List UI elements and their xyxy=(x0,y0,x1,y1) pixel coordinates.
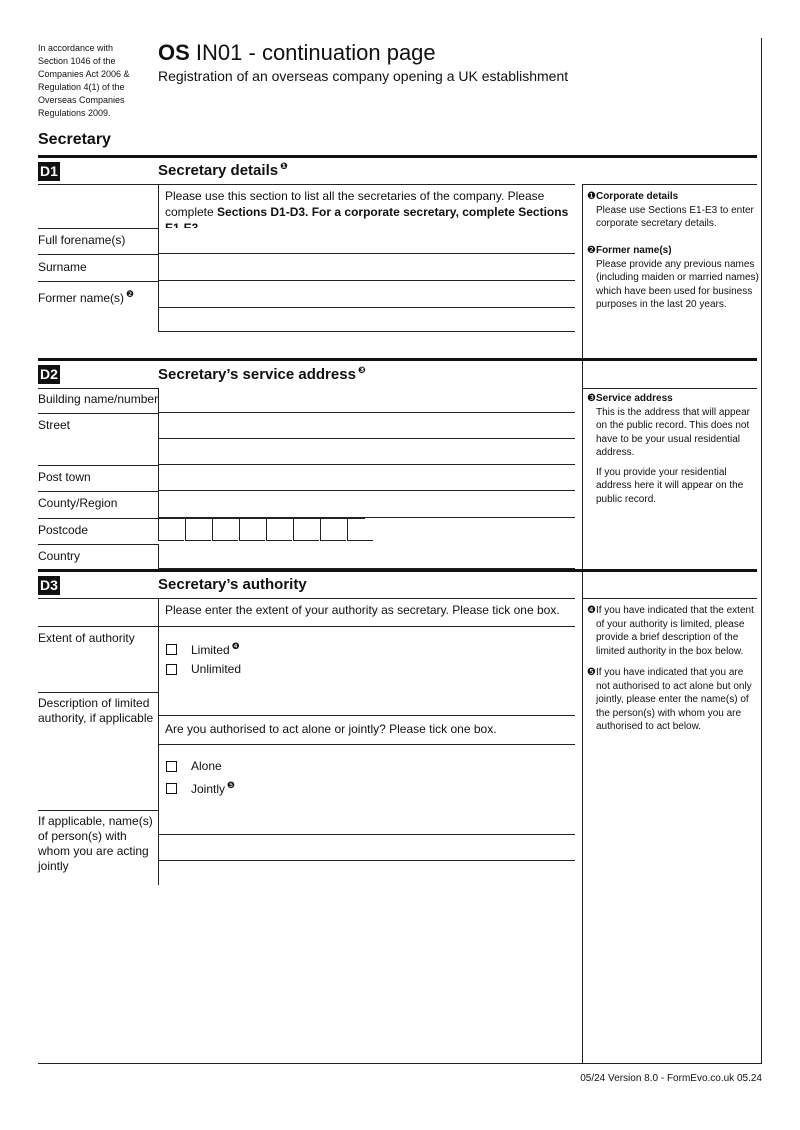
postcode-box[interactable] xyxy=(320,518,346,541)
page-frame-right xyxy=(761,38,762,1063)
option-limited[interactable] xyxy=(166,641,240,657)
option-unlimited[interactable] xyxy=(166,662,241,676)
note-text: Please provide any previous names (including maiden or married names) which have been used for business purposes in the last 20 years. xyxy=(596,258,759,310)
note-marker: ❷ xyxy=(587,245,596,256)
legal-line: Section 1046 of the xyxy=(38,56,116,66)
note-marker: ❹ xyxy=(587,605,596,616)
county-field[interactable] xyxy=(158,491,575,518)
postcode-box[interactable] xyxy=(185,518,211,541)
note-marker: ❸ xyxy=(587,393,596,404)
divider xyxy=(38,254,158,255)
postcode-label: Postcode xyxy=(38,523,89,537)
part-heading: Secretary xyxy=(38,131,111,148)
note-marker: ❺ xyxy=(227,780,236,790)
option-alone[interactable] xyxy=(166,759,222,773)
divider xyxy=(38,413,158,414)
footer-version: 05/24 Version 8.0 - FormEvo.co.uk 05.24 xyxy=(580,1073,762,1084)
post-town-field[interactable] xyxy=(158,465,575,491)
limited-checkbox[interactable] xyxy=(166,644,177,655)
divider xyxy=(38,491,158,492)
section-badge: D2 xyxy=(38,365,60,384)
page-bottom-rule xyxy=(38,1063,762,1064)
section-title-text: Secretary details xyxy=(158,162,279,179)
section-title xyxy=(158,161,288,179)
divider xyxy=(38,544,158,545)
legal-notice xyxy=(38,42,138,120)
persons-input-2[interactable] xyxy=(159,835,575,860)
note-title: Service address xyxy=(595,393,673,404)
description-field[interactable] xyxy=(158,692,575,716)
country-label: Country xyxy=(38,549,81,563)
former-names-field-2[interactable] xyxy=(158,308,575,332)
county-input[interactable] xyxy=(159,491,575,517)
form-title xyxy=(158,40,436,66)
postcode-box[interactable] xyxy=(239,518,265,541)
surname-input[interactable] xyxy=(159,254,575,280)
former-names-label xyxy=(38,287,134,306)
section-rule xyxy=(38,155,757,158)
legal-line: Overseas Companies xyxy=(38,95,125,105)
street-field[interactable] xyxy=(158,413,575,439)
note-marker: ❸ xyxy=(357,365,366,375)
legal-line: Regulations 2009. xyxy=(38,108,111,118)
unlimited-checkbox[interactable] xyxy=(166,664,177,675)
note-text: Please use Sections E1-E3 to enter corporate secretary details. xyxy=(596,204,754,229)
section-badge: D1 xyxy=(38,162,60,181)
legal-line: Companies Act 2006 & xyxy=(38,69,130,79)
persons-label: If applicable, name(s) of person(s) with whom you are acting jointly xyxy=(38,814,153,873)
option-label: Alone xyxy=(191,759,222,773)
divider xyxy=(38,465,158,466)
instruction-text: Please use this section to list all the secretaries of the company. Please complete xyxy=(165,189,545,219)
former-names-text: Former name(s) xyxy=(38,291,125,305)
option-jointly[interactable] xyxy=(166,780,235,796)
former-names-input[interactable] xyxy=(159,281,575,307)
option-label: Limited xyxy=(191,643,230,657)
forenames-label: Full forename(s) xyxy=(38,233,126,247)
section-rule xyxy=(38,358,757,361)
note-title: Corporate details xyxy=(595,191,679,202)
persons-field-3[interactable] xyxy=(158,861,159,885)
description-label: Description of limited authority, if applicable xyxy=(38,696,154,725)
note-marker: ❹ xyxy=(231,641,240,651)
former-names-input-2[interactable] xyxy=(159,308,575,331)
former-names-field[interactable] xyxy=(158,281,575,308)
divider xyxy=(582,598,757,599)
persons-field[interactable] xyxy=(158,810,575,835)
post-town-label: Post town xyxy=(38,470,91,484)
divider xyxy=(582,184,757,185)
form-subtitle: Registration of an overseas company opening a UK establishment xyxy=(158,68,569,84)
country-field[interactable] xyxy=(158,544,575,569)
divider xyxy=(158,626,159,692)
building-label: Building name/number xyxy=(38,392,159,406)
section-title-text: Secretary’s service address xyxy=(158,366,356,383)
divider xyxy=(582,388,757,389)
note-title: Former name(s) xyxy=(595,245,672,256)
note-joint-authority xyxy=(587,666,759,734)
surname-field[interactable] xyxy=(158,254,575,281)
extent-label: Extent of authority xyxy=(38,631,135,645)
d1-instruction xyxy=(158,184,575,228)
divider xyxy=(158,744,159,810)
forenames-input[interactable] xyxy=(159,228,575,253)
divider xyxy=(38,626,575,627)
note-text: If you have indicated that the extent of your authority is limited, please provide a brief description of the limited authority in the box below. xyxy=(595,605,754,657)
postcode-box[interactable] xyxy=(293,518,319,541)
jointly-checkbox[interactable] xyxy=(166,783,177,794)
form-code: OS xyxy=(158,40,190,65)
option-label: Jointly xyxy=(191,782,226,796)
alone-jointly-instruction: Are you authorised to act alone or jointly? Please tick one box. xyxy=(158,716,575,744)
divider xyxy=(158,744,575,745)
note-text: This is the address that will appear on the public record. This does not have to be your usual residential address. xyxy=(596,406,750,458)
alone-checkbox[interactable] xyxy=(166,761,177,772)
building-field[interactable] xyxy=(158,388,575,413)
persons-field-2[interactable] xyxy=(158,835,575,861)
note-marker: ❺ xyxy=(587,667,596,678)
note-former-names xyxy=(587,244,759,312)
note-marker: ❶ xyxy=(280,161,288,171)
street-input[interactable] xyxy=(159,413,575,438)
country-input[interactable] xyxy=(159,544,575,568)
legal-line: In accordance with xyxy=(38,43,114,53)
note-limited-authority xyxy=(587,604,759,658)
postcode-box[interactable] xyxy=(158,518,184,541)
surname-label: Surname xyxy=(38,260,87,274)
divider xyxy=(38,518,158,519)
postcode-boxes[interactable] xyxy=(158,518,373,541)
post-town-input[interactable] xyxy=(159,465,575,490)
postcode-box[interactable] xyxy=(212,518,238,541)
extent-instruction: Please enter the extent of your authority as secretary. Please tick one box. xyxy=(158,598,575,626)
section-rule xyxy=(38,569,757,572)
persons-input[interactable] xyxy=(159,810,575,834)
divider xyxy=(38,281,158,282)
instruction-bold: Sections D1-D3. For a corporate secretary, complete Sections xyxy=(217,205,569,219)
note-marker: ❷ xyxy=(126,289,135,299)
note-text: If you have indicated that you are not authorised to act alone but only jointly, please enter the name(s) of the person(s) with whom you are authorised to act below. xyxy=(595,667,752,732)
option-label: Unlimited xyxy=(191,662,242,676)
postcode-box[interactable] xyxy=(266,518,292,541)
street-field-2[interactable] xyxy=(158,439,575,465)
forenames-field[interactable] xyxy=(158,228,575,254)
postcode-box[interactable] xyxy=(347,518,373,541)
description-input[interactable] xyxy=(159,692,575,715)
section-title xyxy=(158,365,366,383)
notes-column-divider xyxy=(582,184,583,1063)
legal-line: Regulation 4(1) of the xyxy=(38,82,125,92)
section-title: Secretary’s authority xyxy=(158,576,307,593)
form-title-text: IN01 - continuation page xyxy=(195,40,436,65)
note-corporate-details xyxy=(587,190,759,231)
note-service-address xyxy=(587,392,759,506)
note-text: If you provide your residential address here it will appear on the public record. xyxy=(596,466,744,505)
street-label: Street xyxy=(38,418,71,432)
building-input[interactable] xyxy=(159,388,575,412)
street-input-2[interactable] xyxy=(159,439,575,464)
section-badge: D3 xyxy=(38,576,60,595)
note-marker: ❶ xyxy=(587,191,596,202)
county-label: County/Region xyxy=(38,496,118,510)
